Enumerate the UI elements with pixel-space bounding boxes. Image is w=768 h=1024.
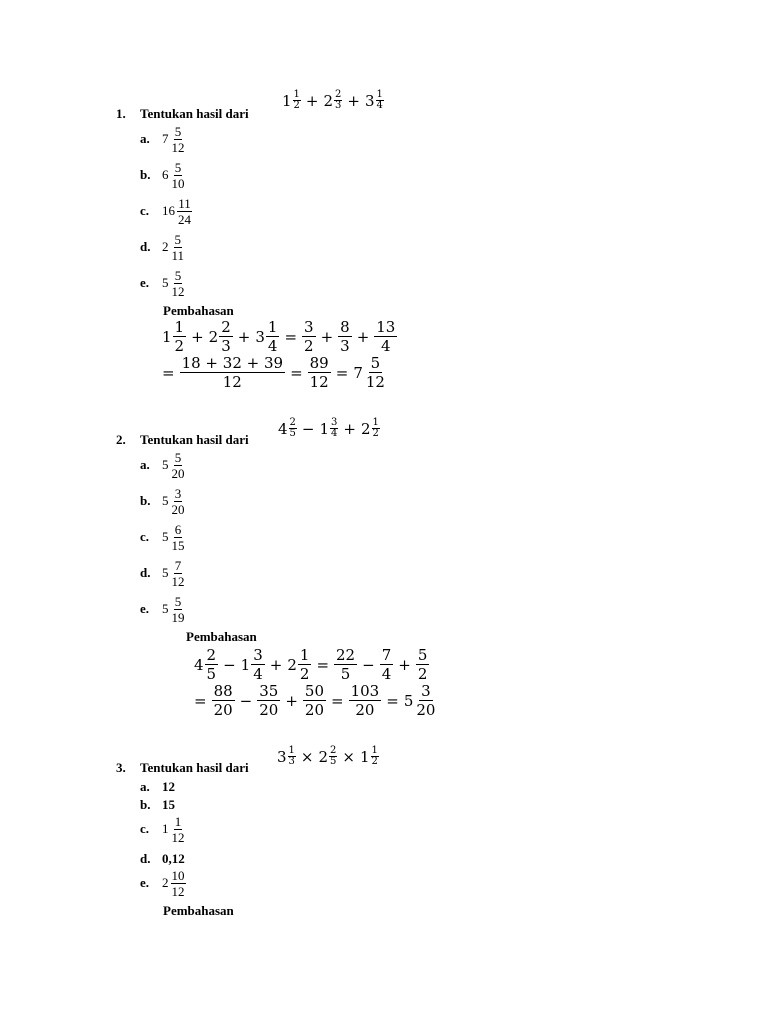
question-expression: 4 $\frac{2}{5}$ − 1 $\frac{3}{4}$ + 2 $\frac{1}{2}$ <box>278 417 379 439</box>
question-number: 2. <box>116 432 126 447</box>
question-text: Tentukan hasil dari <box>140 760 249 775</box>
option-b[interactable]: b. 15 <box>140 797 175 812</box>
question-number: 1. <box>116 106 126 121</box>
solution-line-2: = $\frac{88}{20}$ − $\frac{35}{20}$ + $\frac{50}{20}$ = $\frac{103}{20}$ = 5 $\frac{3}{20}$ <box>194 682 436 719</box>
pembahasan-label: Pembahasan <box>163 903 234 918</box>
solution-line-1: 4 $\frac{2}{5}$ − 1 $\frac{3}{4}$ + 2 $\frac{1}{2}$ = $\frac{22}{5}$ − $\frac{7}{4}$ + $\frac{5}{2}$ <box>194 646 428 683</box>
option-d[interactable]: d. 2 $\frac{5}{11}$ <box>140 232 185 263</box>
option-c[interactable]: c. 16 $\frac{11}{24}$ <box>140 196 191 227</box>
pembahasan-label: Pembahasan <box>163 303 234 318</box>
solution-line-2: = $\frac{18 + 32 + 39}{12}$ = $\frac{89}{12}$ = 7 $\frac{5}{12}$ <box>162 354 385 391</box>
option-d[interactable]: d. 0,12 <box>140 851 185 866</box>
solution-line-1: 1 $\frac{1}{2}$ + 2 $\frac{2}{3}$ + 3 $\frac{1}{4}$ = $\frac{3}{2}$ + $\frac{8}{3}$ + $\frac{13}{4}$ <box>162 318 396 355</box>
question-expression: 3 $\frac{1}{3}$ × 2 $\frac{2}{5}$ × 1 $\frac{1}{2}$ <box>277 745 378 767</box>
option-a[interactable]: a. 5 $\frac{5}{20}$ <box>140 450 185 481</box>
question-number: 3. <box>116 760 126 775</box>
option-a[interactable]: a. 7 $\frac{5}{12}$ <box>140 124 185 155</box>
question-text: Tentukan hasil dari <box>140 106 249 121</box>
option-c[interactable]: c. 1 $\frac{1}{12}$ <box>140 814 185 845</box>
question-expression: 1 $\frac{1}{2}$ + 2 $\frac{2}{3}$ + 3 $\frac{1}{4}$ <box>282 89 383 111</box>
pembahasan-label: Pembahasan <box>186 629 257 644</box>
option-e[interactable]: e. 5 $\frac{5}{12}$ <box>140 268 185 299</box>
question-text: Tentukan hasil dari <box>140 432 249 447</box>
option-d[interactable]: d. 5 $\frac{7}{12}$ <box>140 558 185 589</box>
option-b[interactable]: b. 6 $\frac{5}{10}$ <box>140 160 185 191</box>
option-e[interactable]: e. 2 $\frac{10}{12}$ <box>140 868 185 899</box>
option-e[interactable]: e. 5 $\frac{5}{19}$ <box>140 594 185 625</box>
option-c[interactable]: c. 5 $\frac{6}{15}$ <box>140 522 185 553</box>
option-a[interactable]: a. 12 <box>140 779 175 794</box>
option-b[interactable]: b. 5 $\frac{3}{20}$ <box>140 486 185 517</box>
